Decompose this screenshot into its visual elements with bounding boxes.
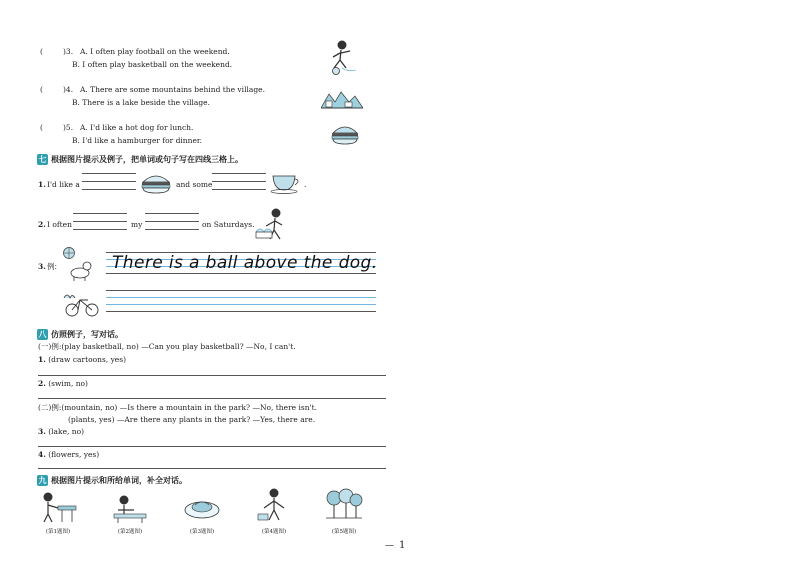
- q5-number: )5.: [63, 123, 74, 132]
- s8-q1-prompt: (draw cartoons, yes): [48, 355, 127, 364]
- section-9-heading: [37, 475, 187, 486]
- figure-5-picture: [324, 488, 364, 522]
- section-9-badge: 九: [38, 476, 47, 485]
- figure-1-picture: [38, 490, 78, 524]
- s8-q2-number: 2.: [38, 379, 46, 388]
- dog-ball-picture: [62, 246, 98, 282]
- hamburger-picture: [330, 123, 360, 145]
- s7-q2-middle: my: [131, 220, 143, 229]
- section-8-badge: 八: [38, 330, 47, 339]
- q3-paren: (: [40, 47, 43, 56]
- q5-paren: (: [40, 123, 43, 132]
- s7-q1-middle: and some: [176, 180, 213, 189]
- page-number-dash: —: [385, 541, 394, 551]
- s7-q1-blank1-mid: [82, 181, 136, 182]
- s8-q3-prompt: (lake, no): [48, 427, 85, 436]
- s8-q2-prompt: (swim, no): [48, 379, 88, 388]
- s7-q1-number: 1.: [38, 180, 46, 189]
- section-7-heading: [37, 154, 243, 165]
- s7-q2-blank2-top: [145, 213, 199, 214]
- s8-q4-answer-line[interactable]: [38, 468, 386, 469]
- s7-q1-prefix: I'd like a: [47, 180, 80, 189]
- s8-q3-answer-line[interactable]: [38, 446, 386, 447]
- q3-number: )3.: [63, 47, 74, 56]
- s7-q2-blank1-bottom[interactable]: [73, 229, 127, 230]
- s8-q4-number: 4.: [38, 450, 46, 459]
- s7-q3-number: 3.: [38, 262, 46, 271]
- q5-option-a: A. I'd like a hot dog for lunch.: [80, 123, 194, 132]
- s8-q1-answer-line[interactable]: [38, 375, 386, 376]
- section-8-heading: [37, 329, 123, 340]
- section-8-title: 仿照例子，写对话。: [51, 330, 123, 339]
- s8-example-1: (一)例:(play basketball, no) —Can you play basketball? —No, I can't.: [38, 342, 296, 351]
- figure-4-picture: [254, 486, 294, 524]
- section-7-badge: 七: [38, 155, 47, 164]
- q3-option-b: B. I often play basketball on the weekend.: [72, 60, 233, 69]
- figure-5-caption: (第5题图): [331, 529, 357, 535]
- watering-flowers-picture: [254, 206, 294, 242]
- tea-cup-picture: [270, 172, 307, 194]
- s7-q1-blank1-bottom[interactable]: [82, 189, 136, 190]
- figure-4-caption: (第4题图): [261, 529, 287, 535]
- s7-q2-end: on Saturdays.: [202, 220, 255, 229]
- figure-3-caption: (第3题图): [189, 529, 215, 535]
- q3-option-a: A. I often play football on the weekend.: [80, 47, 230, 56]
- s8-example-2b: (plants, yes) —Are there any plants in the park? —Yes, there are.: [68, 415, 316, 424]
- figure-1-caption: (第1题图): [45, 529, 71, 535]
- section-9-title: 根据图片提示和所给单词，补全对话。: [51, 476, 187, 485]
- s7-q3-answer-lines[interactable]: [106, 290, 376, 312]
- s7-hamburger-picture: [140, 172, 172, 194]
- s8-q1-number: 1.: [38, 355, 46, 364]
- s8-q4-prompt: (flowers, yes): [48, 450, 100, 459]
- figure-3-picture: [182, 492, 222, 522]
- s8-q2-answer-line[interactable]: [38, 398, 386, 399]
- figure-2-caption: (第2题图): [117, 529, 143, 535]
- s7-q1-blank1-top: [82, 173, 136, 174]
- s7-q1-end: .: [304, 180, 307, 189]
- section-7-title: 根据图片提示及例子，把单词或句子写在四线三格上。: [51, 155, 243, 164]
- s7-q3-example-label: 例:: [47, 262, 58, 271]
- s7-q1-blank2-top: [212, 173, 266, 174]
- s7-q3-example-sentence: There is a ball above the dog.: [112, 253, 378, 273]
- s7-q2-prefix: I often: [47, 220, 72, 229]
- q4-paren: (: [40, 85, 43, 94]
- s7-q2-number: 2.: [38, 220, 46, 229]
- football-boy-picture: [328, 38, 358, 76]
- s7-q1-blank2-bottom[interactable]: [212, 189, 266, 190]
- figure-2-picture: [110, 490, 150, 524]
- page-number: 1: [399, 540, 406, 551]
- q4-option-a: A. There are some mountains behind the village.: [80, 85, 265, 94]
- s7-q2-blank2-mid: [145, 221, 199, 222]
- bicycle-plant-picture: [62, 290, 102, 318]
- q4-number: )4.: [63, 85, 74, 94]
- s7-q2-blank1-top: [73, 213, 127, 214]
- s7-q2-blank1-mid: [73, 221, 127, 222]
- s7-q2-blank2-bottom[interactable]: [145, 229, 199, 230]
- mountain-village-picture: [321, 88, 363, 110]
- s7-q1-blank2-mid: [212, 181, 266, 182]
- s8-q3-number: 3.: [38, 427, 46, 436]
- q4-option-b: B. There is a lake beside the village.: [72, 98, 210, 107]
- q5-option-b: B. I'd like a hamburger for dinner.: [72, 136, 203, 145]
- s8-example-2a: (二)例:(mountain, no) —Is there a mountain in the park? —No, there isn't.: [38, 403, 318, 412]
